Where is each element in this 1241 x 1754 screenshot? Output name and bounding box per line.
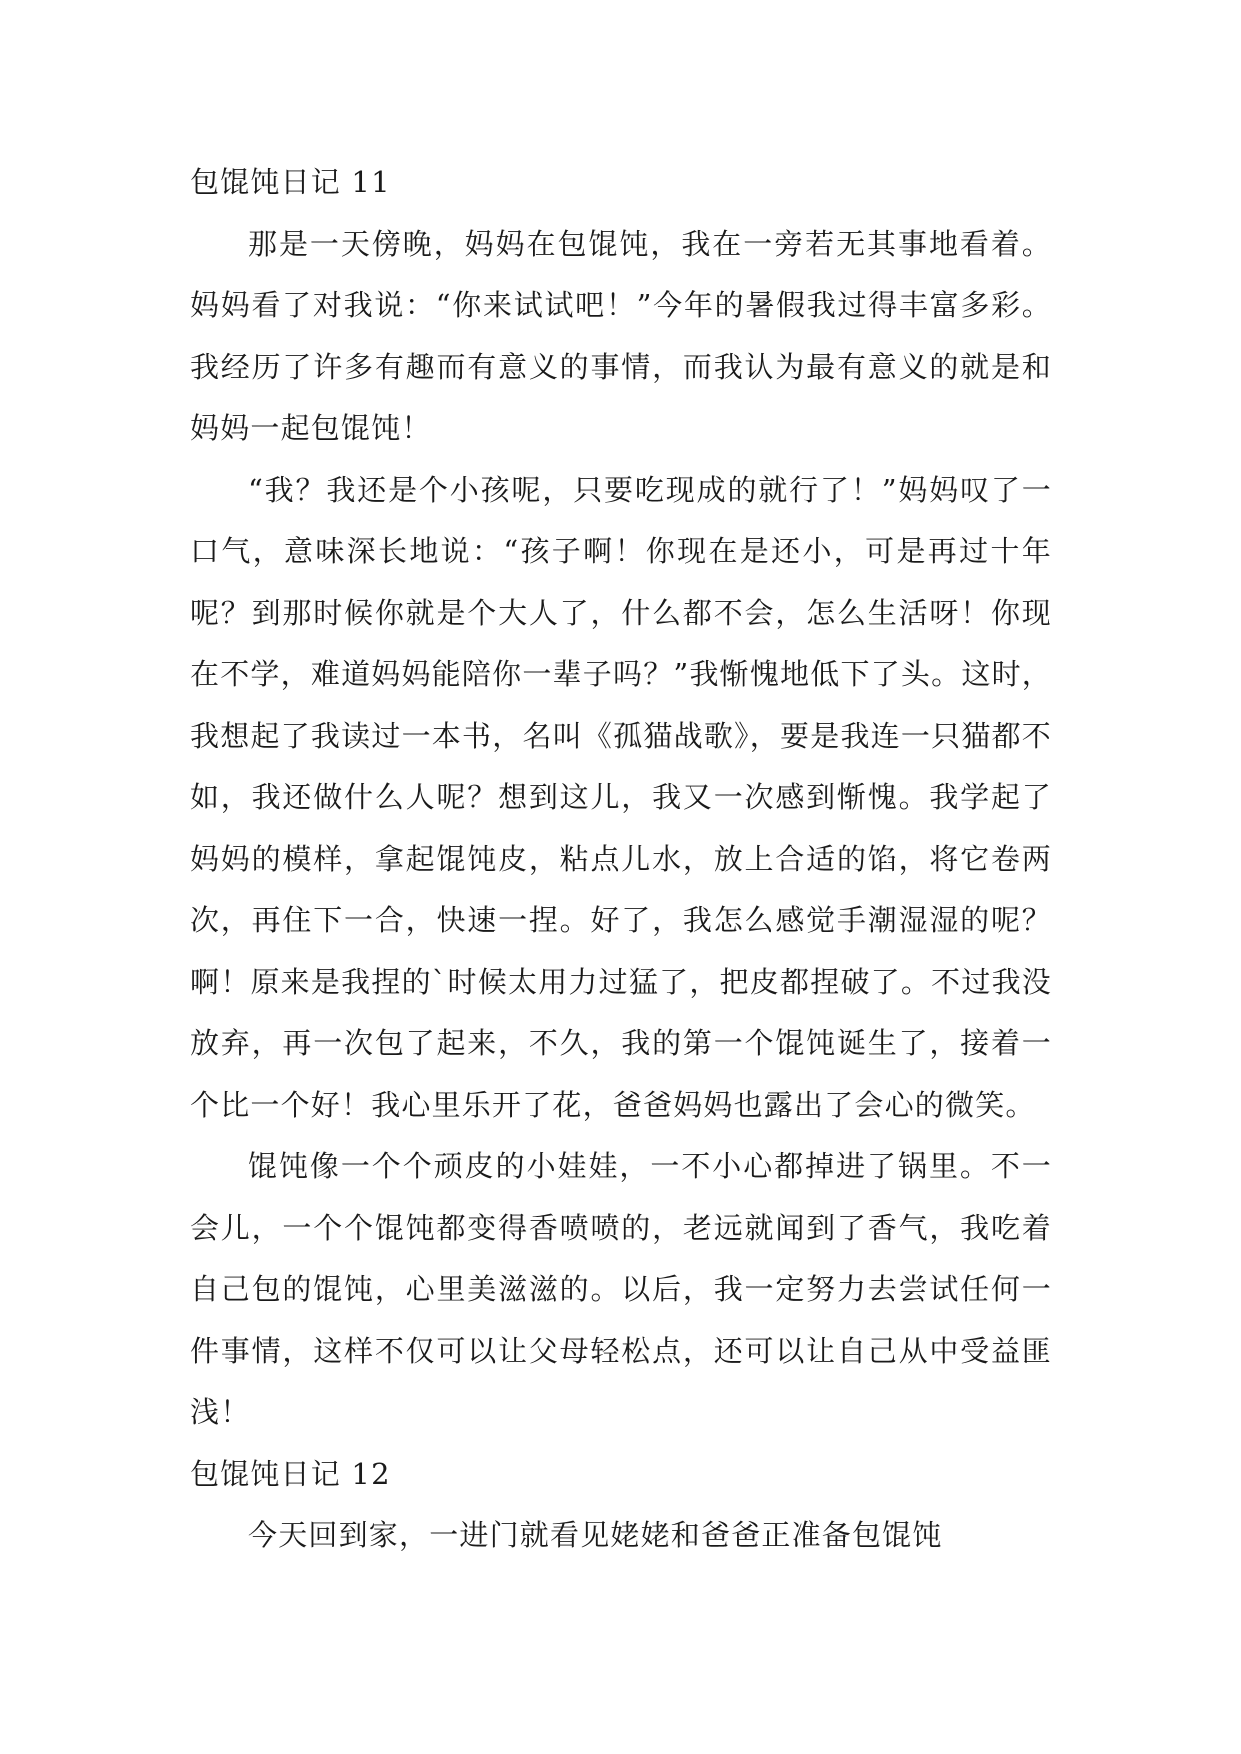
- paragraph: 今天回到家，一进门就看见姥姥和爸爸正准备包馄饨: [248, 1518, 943, 1552]
- paragraph: 馄饨像一个个顽皮的小娃娃，一不小心都掉进了锅里。不一会儿，一个个馄饨都变得香喷喷的，老远就闻到了香气，我吃着自己包的馄饨，心里美滋滋的。以后，我一定努力去尝试任何一件事情，这样不仅可以让父母轻松点，还可以让自己从中受益匪浅！: [190, 1149, 1052, 1429]
- entry-heading: 包馄饨日记 11: [190, 165, 391, 199]
- entry-heading: 包馄饨日记 12: [190, 1456, 391, 1491]
- document-body: [190, 152, 1052, 1567]
- paragraph: 那是一天傍晚，妈妈在包馄饨，我在一旁若无其事地看着。妈妈看了对我说：“你来试试吧！”今年的暑假我过得丰富多彩。我经历了许多有趣而有意义的事情，而我认为最有意义的就是和妈妈一起包馄饨！: [190, 226, 1052, 445]
- paragraph: “我？我还是个小孩呢，只要吃现成的就行了！”妈妈叹了一口气，意味深长地说：“孩子啊！你现在是还小，可是再过十年呢？到那时候你就是个大人了，什么都不会，怎么生活呀！你现在不学，难道妈妈能陪你一辈子吗？”我惭愧地低下了头。这时，我想起了我读过一本书，名叫《孤猫战歌》，要是我连一只猫都不如，我还做什么人呢？想到这儿，我又一次感到惭愧。我学起了妈妈的模样，拿起馄饨皮，粘点儿水，放上合适的馅，将它卷两次，再住下一合，快速一捏。好了，我怎么感觉手潮湿湿的呢？啊！原来是我捏的`时候太用力过猛了，把皮都捏破了。不过我没放弃，再一次包了起来，不久，我的第一个馄饨诞生了，接着一个比一个好！我心里乐开了花，爸爸妈妈也露出了会心的微笑。: [190, 472, 1052, 1122]
